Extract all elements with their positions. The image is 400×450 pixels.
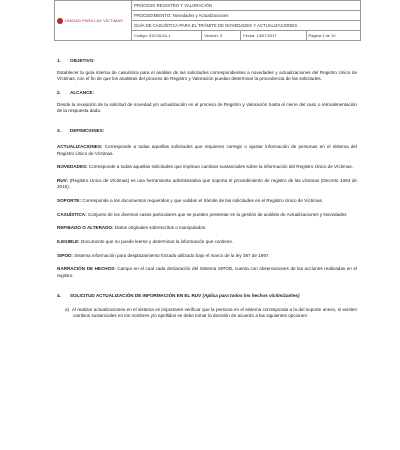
section-objetivo-heading: 1. OBJETIVO:: [57, 58, 95, 63]
definition-item: CASUÍSTICA: Conjunto de los diversos casos particulares que se pueden presentar en la gestión de análisis de Actualizaciones y Novedades: [57, 211, 347, 217]
section-definiciones-heading: 3. DEFINICIONES:: [57, 128, 105, 134]
definition-item: ACTUALIZACIONES: Corresponde a todas aquellas solicitudes que requieren corregir o ajustar información de personas en el sistema del Registro Único de Víctimas.: [57, 144, 358, 156]
document-version: Versión: 3: [202, 31, 241, 41]
section-alcance-heading: 2. ALCANCE:: [57, 89, 94, 95]
unidad-victimas-logo: UNIDAD PARA LAS VÍCTIMAS: [57, 16, 129, 25]
section-alcance-text: Desde la recepción de la solicitud de novedad y/o actualización en el proceso de Registro y Valoración hasta el cierre del caso o retroalimentación de la respuesta dada.: [57, 101, 357, 114]
document-code: Código: 510.05.04-1: [132, 31, 202, 41]
definition-item: SOPORTE: Corresponde a los documentos requeridos y que validan el trámite de las solicitudes en el Registro Único de Víctimas.: [57, 197, 324, 203]
definition-item: SIPOD: Sistema información para desplazamiento forzado utilizado bajo el marco de la ley 387 de 1997.: [57, 252, 270, 258]
guide-title: GUÍA DE CASUÍSTICA PARA EL TRÁMITE DE NOVEDADES Y ACTUALIZACIONES: [132, 21, 361, 31]
logo-cell: [55, 1, 132, 41]
definition-item: NOVEDADES: Corresponde a todas aquellas solicitudes que implican cambios sustanciales sobre la información del Registro Único de Víctimas.: [57, 164, 353, 170]
document-header: [54, 0, 361, 41]
section-solicitud-heading: 4. SOLICITUD ACTUALIZACIÓN DE INFORMACIÓN EN EL RUV (Aplica para todos los hechos victimizantes): [57, 292, 300, 298]
definition-item: NARRACIÓN DE HECHOS: Campo en el cual cada declaración del Sistema SIPOD, cuenta con observaciones de las acciones realizadas en el registro.: [57, 266, 357, 278]
section-objetivo-text: Establecer la guía interna de casuística para el análisis de las solicitudes correspondientes a novedades y actualizaciones del Registro Único de Víctimas, con el fin de que los analistas del proceso de Registro y Valoración puedan determinar la procedencia de las solicitudes.: [57, 70, 357, 82]
process-title: PROCESO REGISTRO Y VALORACIÓN: [132, 1, 361, 11]
colombia-seal-icon: [57, 18, 63, 24]
page-number: Página 1 de 10: [306, 31, 360, 41]
document-body: [57, 58, 357, 326]
document-date: Fecha: 14/07/2017: [241, 31, 306, 41]
section-solicitud-item-a: a) Al realizar actualizaciones en el sistema es importante verificar que la persona en el sistema corresponda a la del soporte anexo, si existen cambios sustanciales en los nombres y/o apellidos se debe tomar la decisión de acuerdo a las siguientes opciones:: [65, 307, 357, 319]
definition-item: REFIBADO O ALTERADO: Datos originales sobrescritos o manipulados.: [57, 225, 207, 231]
header-table: [54, 0, 361, 41]
definition-item: ILEGIBLE: Documento que no puede leerse y determinar la información que contiene.: [57, 239, 234, 245]
procedure-title: PROCEDIMIENTO: Novedades y Actualizaciones: [132, 11, 361, 21]
definition-item: RUV: (Registro Único de Víctimas) es una herramienta administrativa que soporta el procedimiento de registro de las víctimas (Decreto 1084 de 2015).: [57, 178, 357, 190]
